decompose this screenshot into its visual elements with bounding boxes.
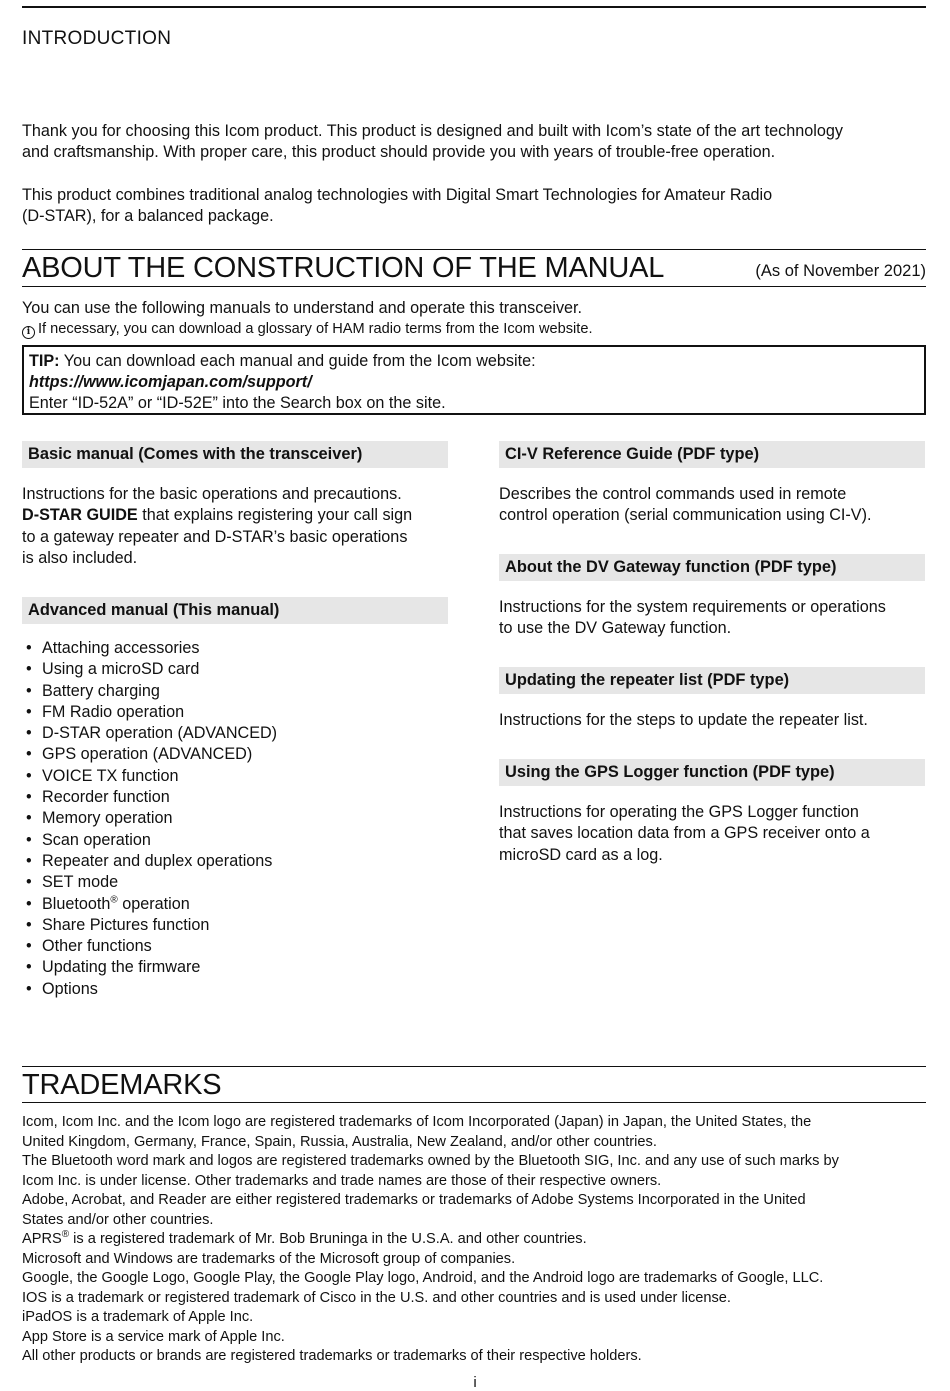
- bullet: •: [26, 788, 32, 807]
- list-item-text: Bluetooth: [42, 894, 111, 913]
- list-item: [26, 766, 277, 787]
- list-item-text: Options: [42, 979, 98, 998]
- about-note-text: If necessary, you can download a glossary of HAM radio terms from the Icom website.: [38, 321, 593, 337]
- list-item-text: Share Pictures function: [42, 915, 210, 934]
- bullet: •: [26, 915, 32, 934]
- trademark-line: The Bluetooth word mark and logos are registered trademarks owned by the Bluetooth SIG, Inc. and any use of such marks by: [22, 1153, 839, 1169]
- list-item-text: FM Radio operation: [42, 702, 185, 721]
- intro-p1-line1: Thank you for choosing this Icom product. This product is designed and built with Icom’s state of the art technology: [22, 122, 843, 140]
- bullet: •: [26, 681, 32, 700]
- list-item: [26, 936, 277, 957]
- basic-manual-heading: Basic manual (Comes with the transceiver): [22, 441, 448, 468]
- trademarks-top-rule: [22, 1066, 926, 1067]
- bullet: •: [26, 660, 32, 679]
- dv-gateway-heading: About the DV Gateway function (PDF type): [499, 554, 925, 581]
- trademark-line: Google, the Google Logo, Google Play, the Google Play logo, Android, and the Android logo are trademarks of Google, LLC.: [22, 1270, 824, 1286]
- top-rule: [22, 6, 926, 8]
- tip-label: TIP:: [29, 352, 60, 370]
- list-item: [26, 681, 277, 702]
- bullet: •: [26, 894, 32, 913]
- list-item-text: SET mode: [42, 873, 119, 892]
- bullet: •: [26, 937, 32, 956]
- basic-line4: is also included.: [22, 548, 138, 567]
- bullet: •: [26, 639, 32, 657]
- bullet: •: [26, 873, 32, 892]
- intro-p2-line1: This product combines traditional analog technologies with Digital Smart Technologies for Amateur Radio: [22, 186, 773, 204]
- list-item-text: Memory operation: [42, 809, 173, 828]
- registered-mark: ®: [110, 894, 118, 906]
- basic-line1: Instructions for the basic operations and precautions.: [22, 485, 402, 503]
- bullet: •: [26, 745, 32, 764]
- aprs-name: APRS: [22, 1231, 62, 1247]
- list-item-text: Scan operation: [42, 830, 151, 849]
- dv-gateway-description: [499, 597, 929, 640]
- list-item-text: D-STAR operation (ADVANCED): [42, 724, 278, 743]
- trademark-line: All other products or brands are registered trademarks or trademarks of their respective holders.: [22, 1348, 642, 1364]
- list-item: [26, 638, 277, 659]
- list-item: [26, 872, 277, 893]
- dstar-guide-label: D-STAR GUIDE: [22, 506, 138, 525]
- trademark-line: Icom Inc. is under license. Other trademarks and trade names are those of their respective owners.: [22, 1172, 662, 1189]
- section-label: INTRODUCTION: [22, 28, 172, 49]
- intro-paragraph-1: [22, 121, 927, 163]
- list-item: [26, 744, 277, 765]
- intro-p2-line2: (D-STAR), for a balanced package.: [22, 207, 274, 225]
- list-item-text: GPS operation (ADVANCED): [42, 745, 253, 764]
- civ-line1: Describes the control commands used in remote: [499, 485, 847, 503]
- bullet: •: [26, 830, 32, 849]
- dv-line1: Instructions for the system requirements or operations: [499, 598, 886, 616]
- tip-url-link[interactable]: https://www.icomjapan.com/support/: [29, 373, 312, 391]
- trademark-line: App Store is a service mark of Apple Inc.: [22, 1328, 285, 1345]
- trademark-line: States and/or other countries.: [22, 1211, 214, 1228]
- list-item: [26, 723, 277, 744]
- advanced-topics-list: [26, 638, 277, 1000]
- trademarks-bottom-rule: [22, 1102, 926, 1103]
- basic-line3: to a gateway repeater and D-STAR’s basic operations: [22, 527, 408, 546]
- tip-line3: Enter “ID-52A” or “ID-52E” into the Search box on the site.: [29, 394, 446, 412]
- civ-line2: control operation (serial communication using CI-V).: [499, 506, 872, 525]
- list-item-text: Battery charging: [42, 681, 160, 700]
- about-as-of: (As of November 2021): [755, 262, 926, 280]
- aprs-rest: is a registered trademark of Mr. Bob Bruninga in the U.S.A. and other countries.: [69, 1231, 587, 1247]
- tip-box: [22, 345, 926, 415]
- trademark-line: Adobe, Acrobat, and Reader are either registered trademarks or trademarks of Adobe Systems Incorporated in the United: [22, 1192, 806, 1208]
- list-item-text-rest: operation: [117, 894, 190, 913]
- list-item: [26, 957, 277, 978]
- about-top-rule: [22, 249, 926, 250]
- repeater-list-description: [499, 710, 929, 731]
- trademark-line-aprs: [22, 1230, 927, 1250]
- list-item-text: Other functions: [42, 937, 152, 956]
- bullet: •: [26, 724, 32, 743]
- list-item: [26, 830, 277, 851]
- about-bottom-rule: [22, 286, 926, 287]
- about-note: [22, 320, 593, 339]
- list-item-text: Attaching accessories: [42, 639, 200, 657]
- bullet: •: [26, 979, 32, 998]
- gps-line2: that saves location data from a GPS receiver onto a: [499, 824, 870, 843]
- list-item: [26, 808, 277, 829]
- bullet: •: [26, 766, 32, 785]
- list-item: [26, 915, 277, 936]
- rpt-line1: Instructions for the steps to update the repeater list.: [499, 711, 868, 729]
- dv-line2: to use the DV Gateway function.: [499, 619, 732, 638]
- page-number: i: [473, 1374, 477, 1391]
- list-item: [26, 787, 277, 808]
- list-item-text: VOICE TX function: [42, 766, 179, 785]
- list-item: [26, 702, 277, 723]
- list-item: [26, 894, 277, 915]
- list-item: [26, 979, 277, 1000]
- tip-line1: [29, 351, 919, 372]
- trademarks-heading: TRADEMARKS: [22, 1069, 222, 1101]
- trademark-line: iPadOS is a trademark of Apple Inc.: [22, 1309, 254, 1325]
- intro-p1-line2: and craftsmanship. With proper care, this product should provide you with years of trouble-free operation.: [22, 143, 776, 161]
- trademark-line: Microsoft and Windows are trademarks of the Microsoft group of companies.: [22, 1250, 516, 1267]
- about-heading: ABOUT THE CONSTRUCTION OF THE MANUAL: [22, 252, 665, 284]
- basic-line2: [22, 505, 452, 526]
- gps-line1: Instructions for operating the GPS Logger function: [499, 803, 859, 821]
- list-item-text: Repeater and duplex operations: [42, 851, 273, 870]
- intro-paragraph-2: [22, 185, 927, 227]
- list-item: [26, 659, 277, 680]
- list-item-text: Recorder function: [42, 788, 170, 807]
- bullet: •: [26, 809, 32, 828]
- trademark-line: IOS is a trademark or registered trademark of Cisco in the U.S. and other countries and is used under license.: [22, 1289, 731, 1306]
- about-lead: You can use the following manuals to understand and operate this transceiver.: [22, 299, 583, 317]
- registered-mark: ®: [61, 1229, 70, 1241]
- advanced-manual-heading: Advanced manual (This manual): [22, 597, 448, 624]
- gps-line3: microSD card as a log.: [499, 845, 663, 864]
- gps-logger-description: [499, 802, 929, 866]
- basic-manual-description: [22, 484, 452, 569]
- trademark-line: United Kingdom, Germany, France, Spain, Russia, Australia, New Zealand, and/or other countries.: [22, 1133, 657, 1150]
- civ-guide-heading: CI-V Reference Guide (PDF type): [499, 441, 925, 468]
- civ-guide-description: [499, 484, 929, 527]
- list-item: [26, 851, 277, 872]
- tip-text: You can download each manual and guide from the Icom website:: [59, 352, 536, 370]
- bullet: •: [26, 958, 32, 977]
- bullet: •: [26, 851, 32, 870]
- info-icon: i: [22, 326, 35, 339]
- trademarks-text: [22, 1113, 927, 1367]
- list-item-text: Updating the firmware: [42, 958, 201, 977]
- list-item-text: Using a microSD card: [42, 660, 200, 679]
- gps-logger-heading: Using the GPS Logger function (PDF type): [499, 759, 925, 786]
- repeater-list-heading: Updating the repeater list (PDF type): [499, 667, 925, 694]
- bullet: •: [26, 702, 32, 721]
- basic-line2-rest: that explains registering your call sign: [137, 506, 413, 525]
- trademark-line: Icom, Icom Inc. and the Icom logo are registered trademarks of Icom Incorporated (Japan) in Japan, the United States, the: [22, 1114, 812, 1130]
